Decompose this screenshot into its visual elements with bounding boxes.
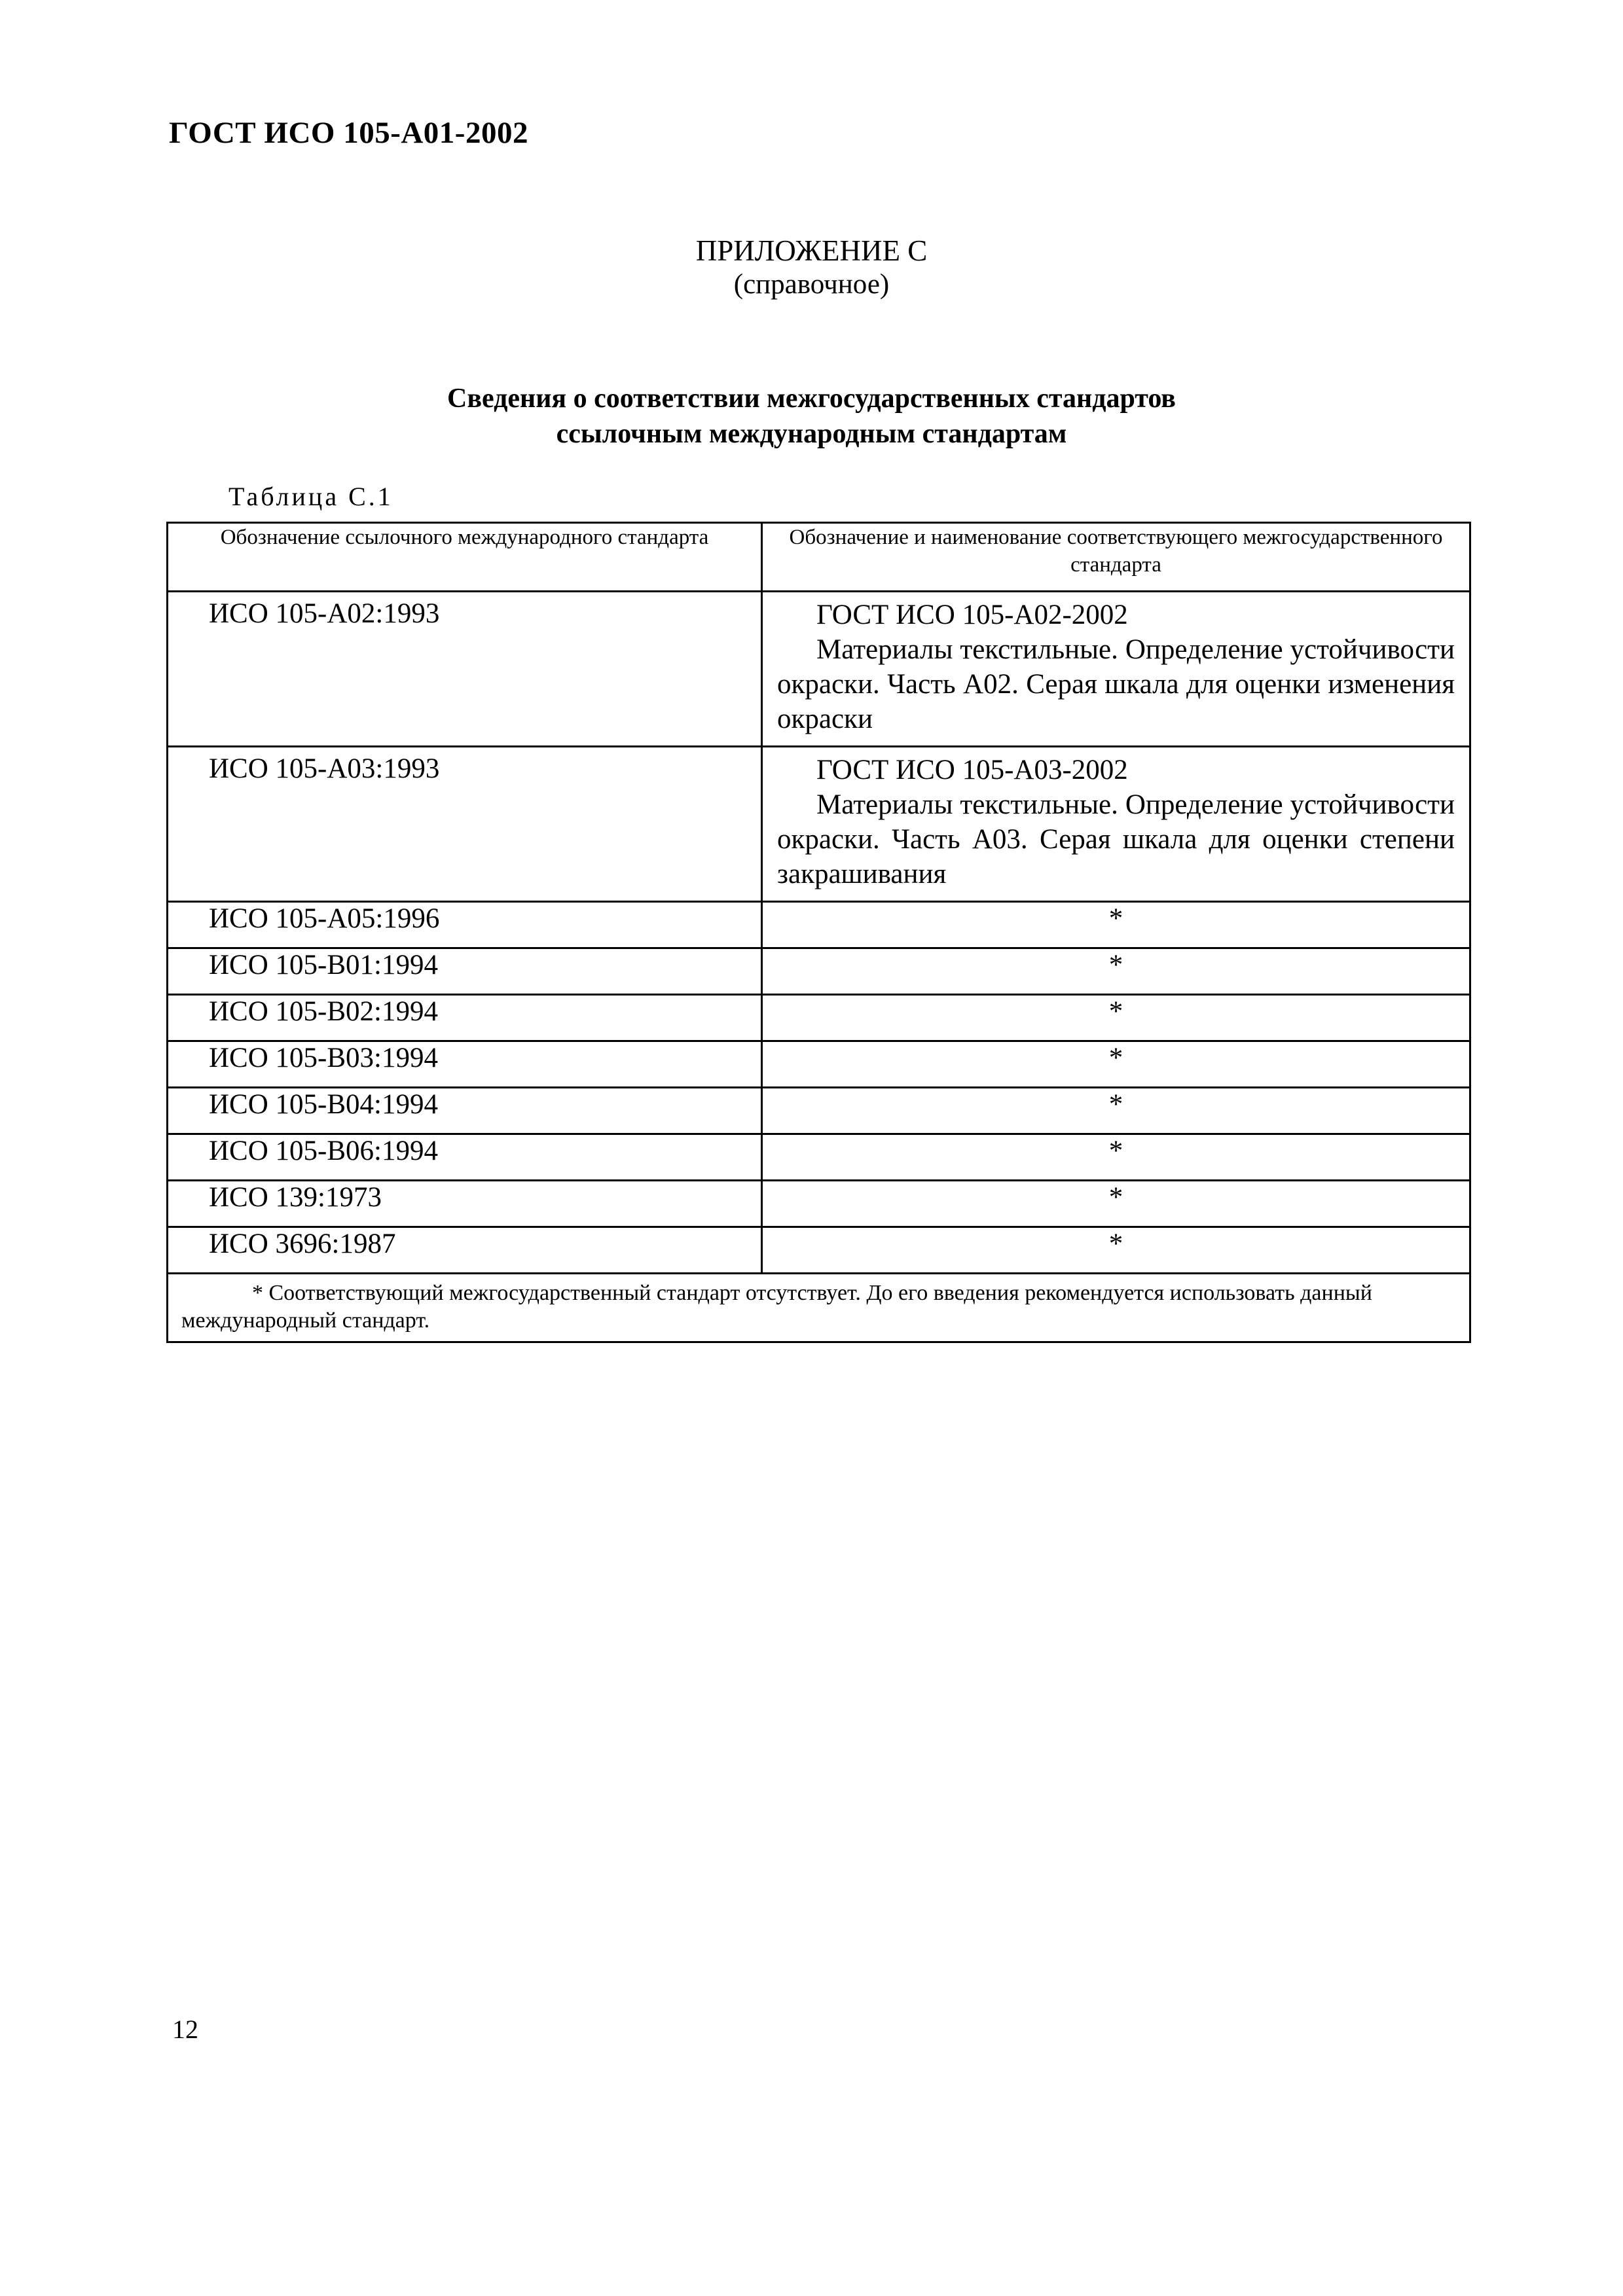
gost-cell: * — [762, 1227, 1470, 1274]
table-row — [168, 902, 1470, 948]
gost-cell: * — [762, 902, 1470, 948]
gost-cell: * — [762, 948, 1470, 995]
iso-cell: ИСО 105-В01:1994 — [168, 948, 762, 995]
table-row — [168, 948, 1470, 995]
column-header-gost: Обозначение и наименование соответствующего межгосударственного стандарта — [762, 523, 1470, 592]
iso-cell: ИСО 105-В02:1994 — [168, 995, 762, 1041]
gost-cell — [762, 747, 1470, 902]
document-code: ГОСТ ИСО 105-А01-2002 — [169, 116, 528, 150]
gost-description: Материалы текстильные. Определение устойчивости окраски. Часть А03. Серая шкала для оценки степени закрашивания — [777, 789, 1455, 889]
gost-cell: * — [762, 1088, 1470, 1134]
table-footnote — [168, 1274, 1470, 1342]
gost-description: Материалы текстильные. Определение устойчивости окраски. Часть А02. Серая шкала для оценки изменения окраски — [777, 634, 1455, 734]
iso-cell: ИСО 105-А03:1993 — [168, 747, 762, 902]
table-footnote-row — [168, 1274, 1470, 1342]
iso-cell: ИСО 3696:1987 — [168, 1227, 762, 1274]
iso-cell: ИСО 139:1973 — [168, 1181, 762, 1227]
appendix-type: (справочное) — [733, 269, 890, 300]
table-row — [168, 995, 1470, 1041]
table-row — [168, 1041, 1470, 1088]
iso-cell: ИСО 105-В06:1994 — [168, 1134, 762, 1181]
table-row — [168, 1227, 1470, 1274]
gost-code: ГОСТ ИСО 105-А02-2002 — [816, 600, 1128, 630]
appendix-title: ПРИЛОЖЕНИЕ С — [695, 234, 928, 267]
gost-code: ГОСТ ИСО 105-А03-2002 — [816, 755, 1128, 785]
section-title-line-1: Сведения о соответствии межгосударственных стандартов — [447, 384, 1176, 414]
page-number: 12 — [172, 2015, 198, 2044]
table-caption: Таблица С.1 — [228, 482, 393, 511]
iso-cell: ИСО 105-В04:1994 — [168, 1088, 762, 1134]
correspondence-table — [166, 522, 1471, 1343]
table-row — [168, 592, 1470, 747]
table-row — [168, 1181, 1470, 1227]
gost-cell: * — [762, 1181, 1470, 1227]
gost-cell: * — [762, 1041, 1470, 1088]
gost-cell: * — [762, 1134, 1470, 1181]
table-row — [168, 1134, 1470, 1181]
iso-cell: ИСО 105-В03:1994 — [168, 1041, 762, 1088]
column-header-iso: Обозначение ссылочного международного стандарта — [168, 523, 762, 592]
section-title-line-2: ссылочным международным стандартам — [556, 419, 1067, 449]
iso-cell: ИСО 105-А02:1993 — [168, 592, 762, 747]
section-title — [0, 381, 1623, 452]
gost-cell — [762, 592, 1470, 747]
table-row — [168, 747, 1470, 902]
table-row — [168, 1088, 1470, 1134]
gost-cell: * — [762, 995, 1470, 1041]
table-header-row — [168, 523, 1470, 592]
footnote-text: * Соответствующий межгосударственный стандарт отсутствует. До его введения рекомендуется использовать данный международный стандарт. — [181, 1281, 1372, 1333]
iso-cell: ИСО 105-А05:1996 — [168, 902, 762, 948]
